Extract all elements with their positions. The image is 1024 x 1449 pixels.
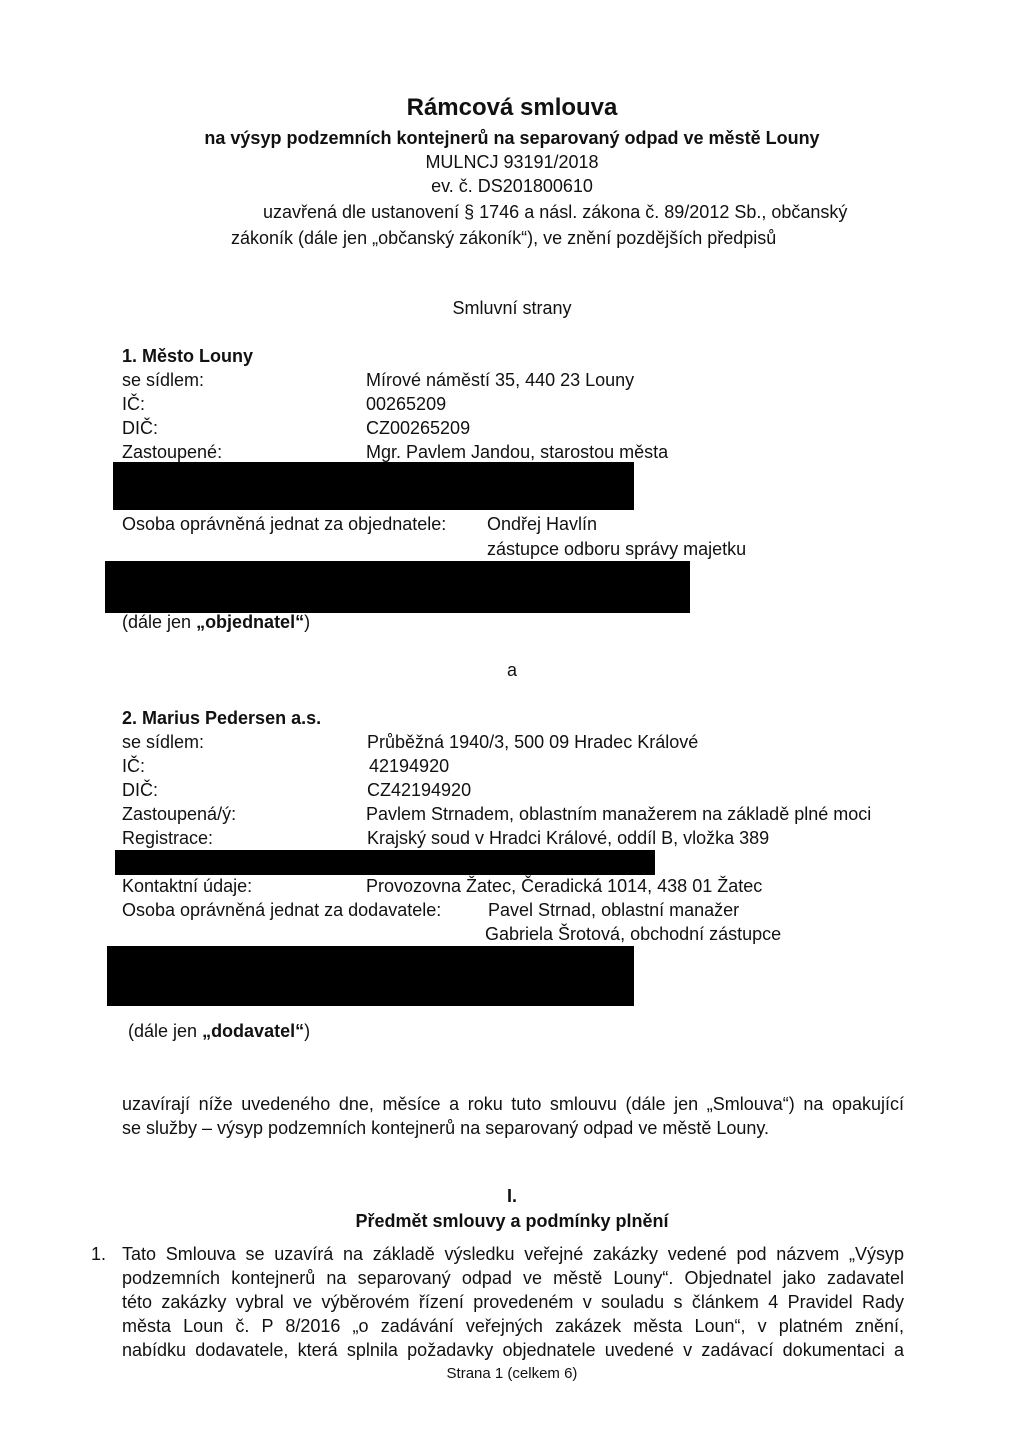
section-line: Tato Smlouva se uzavírá na základě výsledku veřejné zakázky vedené pod názvem „Výsyp [122,1244,904,1264]
redaction-bar [113,462,634,510]
section-line: nabídku dodavatele, která splnila požadavky objednatele uvedené v zadávací dokumentaci a [122,1340,904,1360]
evidence-number: ev. č. DS201800610 [431,176,593,196]
alias-suffix: ) [304,1021,311,1041]
party-1-authorized-label: Osoba oprávněná jednat za objednatele: [122,514,447,534]
reference-number: MULNCJ 93191/2018 [425,152,599,172]
intro-line-1: uzavírají níže uvedeného dne, měsíce a roku tuto smlouvu (dále jen „Smlouva“) na opakující [122,1094,904,1114]
party-1-authorized-role: zástupce odboru správy majetku [487,539,747,559]
party-2-rep-value: Pavlem Strnadem, oblastním manažerem na základě plné moci [366,804,872,824]
party-2-rep-label: Zastoupená/ý: [122,804,237,824]
party-1-dic-value: CZ00265209 [366,418,471,438]
law-line-2: zákoník (dále jen „občanský zákoník“), ve znění pozdějších předpisů [231,228,777,248]
party-1-alias [122,610,310,634]
party-2-authorized-name-1: Pavel Strnad, oblastní manažer [488,900,740,920]
party-1-dic-label: DIČ: [122,418,158,438]
party-2-reg-value: Krajský soud v Hradci Králové, oddíl B, vložka 389 [367,828,770,848]
party-2-ic-label: IČ: [122,756,146,776]
party-1-rep-value: Mgr. Pavlem Jandou, starostou města [366,442,669,462]
section-heading: Předmět smlouvy a podmínky plnění [355,1211,669,1231]
section-line: této zakázky vybral ve výběrovém řízení provedeném v souladu s článkem 4 Pravidel Rady [122,1292,904,1312]
section-line: podzemních kontejnerů na separovaný odpad ve městě Louny“. Objednatel jako zadavatel [122,1268,904,1288]
item-number: 1. [91,1244,107,1264]
intro-line-2: se služby – výsyp podzemních kontejnerů na separovaný odpad ve městě Louny. [122,1118,770,1138]
party-1-ic-label: IČ: [122,394,146,414]
party-2-name: 2. Marius Pedersen a.s. [122,708,322,728]
conjunction: a [507,660,518,680]
party-1-ic-value: 00265209 [366,394,447,414]
redaction-bar [107,946,634,1006]
alias-name: „objednatel“ [196,612,305,632]
section-number: I. [506,1186,517,1206]
law-line-1: uzavřená dle ustanovení § 1746 a násl. zákona č. 89/2012 Sb., občanský [263,202,848,222]
party-1-seat-value: Mírové náměstí 35, 440 23 Louny [366,370,635,390]
party-2-dic-value: CZ42194920 [367,780,472,800]
party-2-ic-value: 42194920 [369,756,450,776]
redaction-bar [115,850,655,875]
party-2-contact-label: Kontaktní údaje: [122,876,253,896]
party-1-name: 1. Město Louny [122,346,254,366]
redaction-bar [105,561,690,613]
party-2-contact-value: Provozovna Žatec, Čeradická 1014, 438 01 Žatec [366,876,763,896]
party-1-authorized-name: Ondřej Havlín [487,514,598,534]
alias-prefix: (dále jen [128,1021,203,1041]
party-2-reg-label: Registrace: [122,828,214,848]
party-1-rep-label: Zastoupené: [122,442,223,462]
party-2-authorized-label: Osoba oprávněná jednat za dodavatele: [122,900,442,920]
page-footer: Strana 1 (celkem 6) [446,1365,578,1382]
party-1-seat-label: se sídlem: [122,370,205,390]
party-2-dic-label: DIČ: [122,780,158,800]
alias-prefix: (dále jen [122,612,197,632]
party-2-authorized-name-2: Gabriela Šrotová, obchodní zástupce [485,924,782,944]
document-subtitle: na výsyp podzemních kontejnerů na separovaný odpad ve městě Louny [204,128,820,148]
parties-heading: Smluvní strany [452,298,572,318]
party-2-seat-label: se sídlem: [122,732,205,752]
document-title: Rámcová smlouva [406,94,618,121]
alias-suffix: ) [304,612,311,632]
section-line: města Loun č. P 8/2016 „o zadávání veřejných zakázek města Loun“, v platném znění, [122,1316,904,1336]
alias-name: „dodavatel“ [202,1021,305,1041]
party-2-alias [128,1019,310,1043]
party-2-seat-value: Průběžná 1940/3, 500 09 Hradec Králové [367,732,699,752]
